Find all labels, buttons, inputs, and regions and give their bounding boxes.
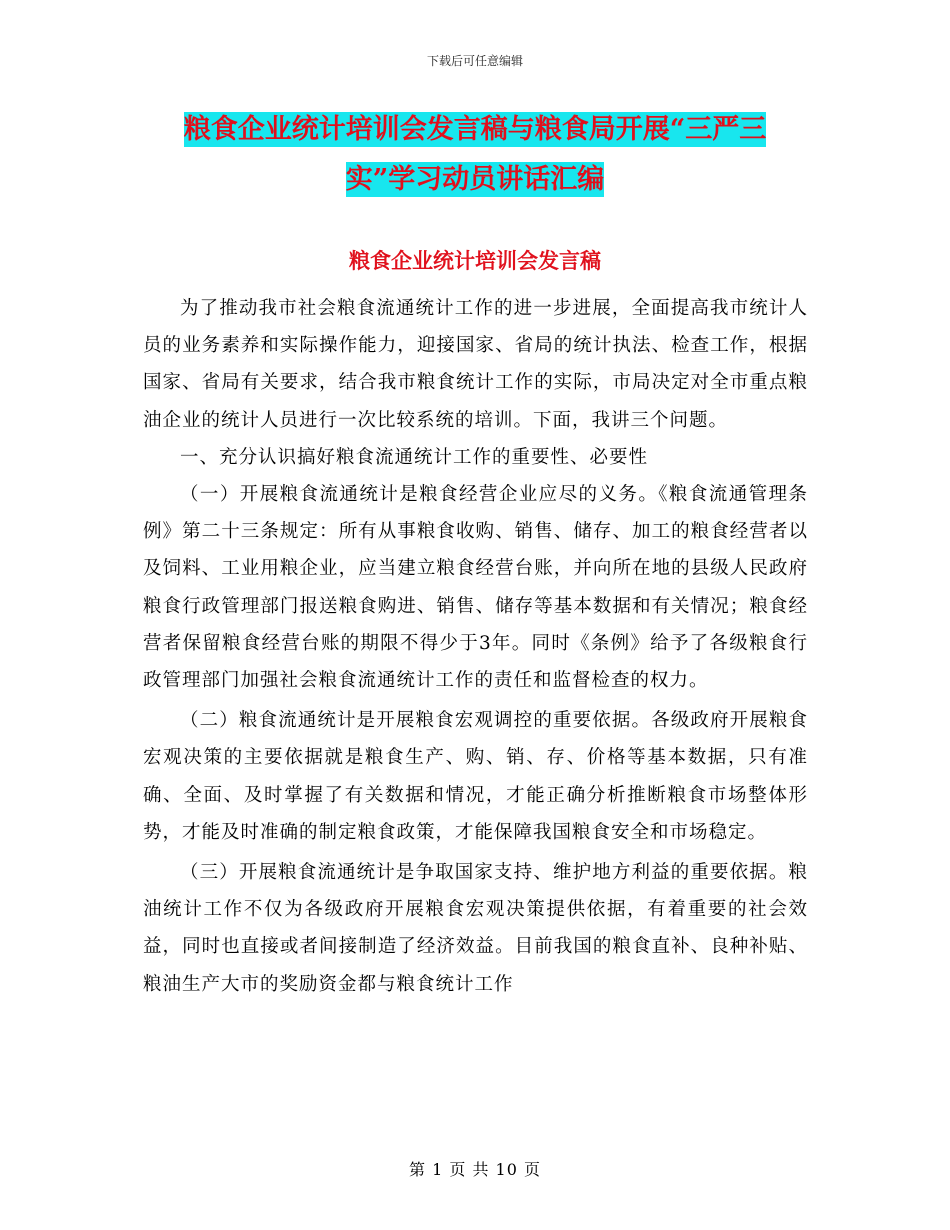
paragraph-point-2: （二）粮食流通统计是开展粮食宏观调控的重要依据。各级政府开展粮食宏观决策的主要依据就是粮食生产、购、销、存、价格等基本数据，只有准确、全面、及时掌握了有关数据和情况，才能正确分析推断粮食市场整体形势，才能及时准确的制定粮食政策，才能保障我国粮食安全和市场稳定。 [143,710,808,843]
paragraph-point-3: （三）开展粮食流通统计是争取国家支持、维护地方利益的重要依据。粮油统计工作不仅为各级政府开展粮食宏观决策提供依据，有着重要的社会效益，同时也直接或者间接制造了经济效益。目前我国的粮食直补、良种补贴、粮油生产大市的奖励资金都与粮食统计工作 [143,862,808,995]
page-footer: 第 1 页 共 10 页 [409,1160,541,1179]
document-title-line-1: 粮食企业统计培训会发言稿与粮食局开展“三严三 [183,114,767,145]
paragraph-point-1: （一）开展粮食流通统计是粮食经营企业应尽的义务。《粮食流通管理条例》第二十三条规定：所有从事粮食收购、销售、储存、加工的粮食经营者以及饲料、工业用粮企业，应当建立粮食经营台账，并向所在地的县级人民政府粮食行政管理部门报送粮食购进、销售、储存等基本数据和有关情况；粮食经营者保留粮食经营台账的期限不得少于3年。同时《条例》给予了各级粮食行政管理部门加强社会粮食流通统计工作的责任和监督检查的权力。 [143,484,808,692]
section-title: 粮食企业统计培训会发言稿 [349,248,601,273]
document-title [0,105,950,205]
document-title-line-2: 实”学习动员讲话汇编 [345,164,605,195]
document-body [143,290,808,1003]
paragraph-intro: 为了推动我市社会粮食流通统计工作的进一步进展，全面提高我市统计人员的业务素养和实际操作能力，迎接国家、省局的统计执法、检查工作，根据国家、省局有关要求，结合我市粮食统计工作的实际，市局决定对全市重点粮油企业的统计人员进行一次比较系统的培训。下面，我讲三个问题。 [143,298,808,431]
paragraph-heading-1: 一、充分认识搞好粮食流通统计工作的重要性、必要性 [180,446,649,468]
page-header: 下载后可任意编辑 [426,54,523,68]
